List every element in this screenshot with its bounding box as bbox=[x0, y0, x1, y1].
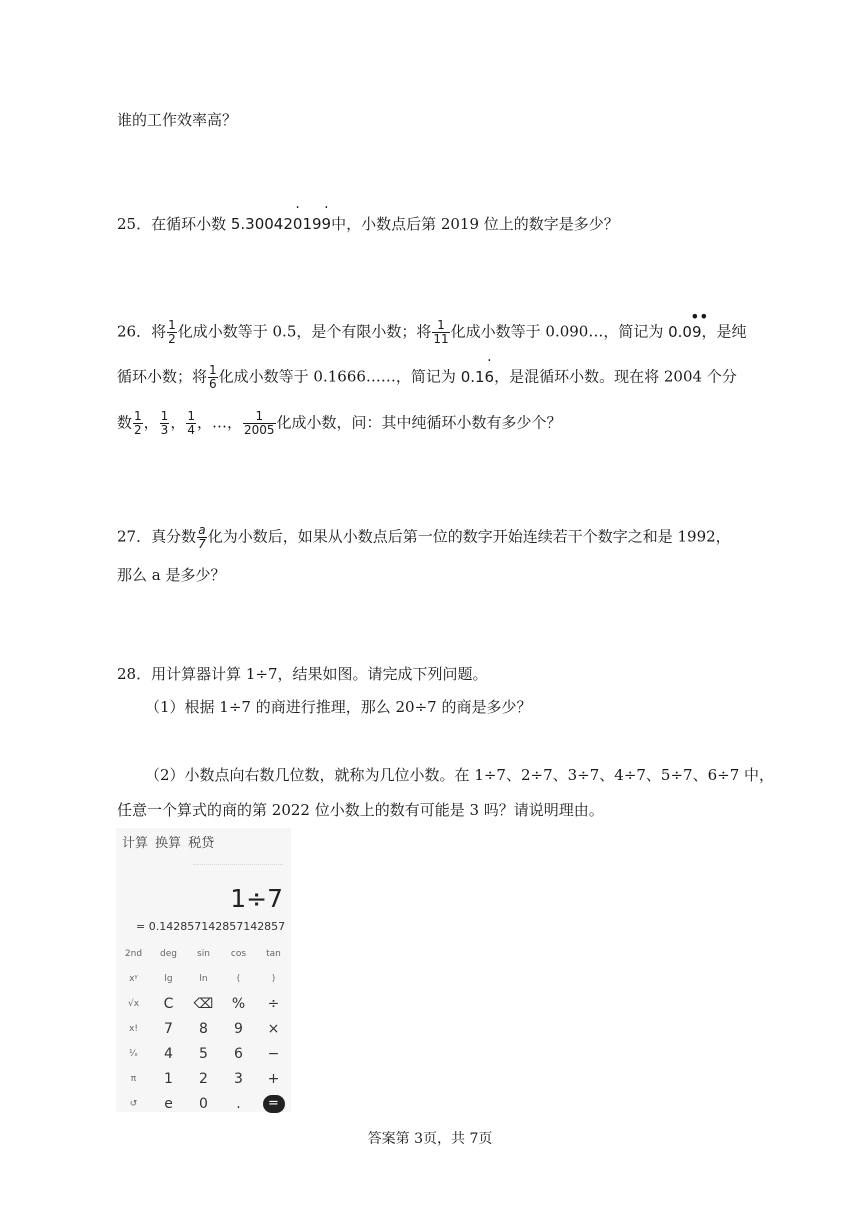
fraction-1-3: $\frac{1}{3}$ bbox=[160, 409, 169, 437]
calc-key: 8 bbox=[199, 1020, 208, 1037]
fraction-1-2b: $\frac{1}{2}$ bbox=[134, 409, 142, 437]
calc-key: ⌫ bbox=[193, 995, 214, 1012]
calc-key: 7 bbox=[164, 1020, 173, 1037]
calc-key: 6 bbox=[234, 1045, 243, 1062]
question-28: 28．用计算器计算 1÷7，结果如图。请完成下列问题。 bbox=[117, 665, 488, 683]
calc-key: 2nd bbox=[124, 948, 143, 959]
calc-key: deg bbox=[160, 948, 177, 959]
fraction-a-7: $\frac{a}{7}$ bbox=[198, 523, 206, 551]
question-26-line-3: 数 $\frac{1}{2}$ ， $\frac{1}{3}$ ， $\frac{1}{4}$ ，…， $\frac{1}{2005}$ 化成小数，问：其中纯循环小数有多少个？ bbox=[117, 409, 562, 437]
repeating-decimal: 5.30042· 019· 9 bbox=[231, 215, 331, 233]
question-27-line-2: 那么 a 是多少？ bbox=[117, 566, 226, 584]
calc-key: ln bbox=[199, 973, 208, 984]
fraction-1-4: $\frac{1}{4}$ bbox=[187, 409, 195, 437]
q24-tail-text: 谁的工作效率高？ bbox=[117, 111, 238, 129]
calc-key: lg bbox=[164, 973, 173, 984]
calc-key: tan bbox=[266, 948, 281, 959]
calc-key: 0 bbox=[199, 1095, 208, 1112]
calc-key: ( bbox=[236, 973, 241, 984]
repeating-0-16: 0.1· 6 bbox=[461, 368, 494, 386]
history-divider bbox=[193, 864, 283, 869]
question-28-part-1: （1）根据 1÷7 的商进行推理，那么 20÷7 的商是多少？ bbox=[145, 698, 532, 716]
calc-key: cos bbox=[230, 948, 247, 959]
calc-key: 2 bbox=[199, 1070, 208, 1087]
fraction-1-6: $\frac{1}{6}$ bbox=[209, 363, 217, 391]
calc-key: ↺ bbox=[129, 1098, 138, 1109]
calc-key: % bbox=[231, 995, 246, 1012]
calc-key: = bbox=[256, 1091, 291, 1116]
calc-key: e bbox=[164, 1095, 173, 1112]
calc-key: ¹⁄ₓ bbox=[128, 1048, 139, 1059]
calc-key: + bbox=[267, 1070, 280, 1087]
calc-key: 4 bbox=[164, 1045, 173, 1062]
calc-key: sin bbox=[197, 948, 210, 959]
page-footer: 答案第 3页，共 7页 bbox=[367, 1131, 493, 1147]
calc-key: π bbox=[130, 1073, 137, 1084]
calc-key: √x bbox=[127, 998, 140, 1009]
fraction-1-2: $\frac{1}{2}$ bbox=[168, 318, 176, 346]
question-26-line-1: 26．将 $\frac{1}{2}$ 化成小数等于 0.5，是个有限小数；将 $\frac{1}{11}$ 化成小数等于 0.090…，简记为 0.09 • • ，是纯 bbox=[117, 306, 747, 346]
calculator-keypad bbox=[116, 941, 291, 1116]
calculator-expression: 1÷7 bbox=[230, 884, 283, 913]
calc-key: . bbox=[236, 1095, 241, 1112]
question-28-part-2-line-2: 任意一个算式的商的第 2022 位小数上的数有可能是 3 吗？请说明理由。 bbox=[117, 801, 604, 819]
calc-key: C bbox=[163, 995, 174, 1012]
question-28-part-2-line-1: （2）小数点向右数几位数，就称为几位小数。在 1÷7、2÷7、3÷7、4÷7、5÷7、6÷7 中， bbox=[145, 766, 775, 784]
calc-key: × bbox=[267, 1020, 280, 1037]
fraction-1-11: $\frac{1}{11}$ bbox=[433, 318, 449, 346]
repeating-0-09: 0.09 • • bbox=[668, 306, 709, 341]
calc-key: 1 bbox=[164, 1070, 173, 1087]
question-25: 25．在循环小数 5.30042· 019· 9中，小数点后第 2019 位上的数字是多少？ bbox=[117, 214, 619, 234]
calculator-result: = 0.142857142857142857 bbox=[136, 920, 286, 933]
calc-key: x! bbox=[129, 1023, 138, 1034]
calc-key: xʸ bbox=[129, 973, 138, 984]
fraction-1-2005: $\frac{1}{2005}$ bbox=[243, 409, 275, 437]
calc-key: 3 bbox=[234, 1070, 243, 1087]
calc-key: − bbox=[267, 1045, 280, 1062]
question-26-line-2: 循环小数；将 $\frac{1}{6}$ 化成小数等于 0.1666……，简记为 0.1· 6，是混循环小数。现在将 2004 个分 bbox=[117, 364, 737, 391]
calculator-screenshot bbox=[116, 828, 291, 1112]
calc-key: 5 bbox=[199, 1045, 208, 1062]
calc-key: ÷ bbox=[267, 995, 280, 1012]
question-27-line-1: 27．真分数 $\frac{a}{7}$ 化为小数后，如果从小数点后第一位的数字开始连续若干个数字之和是 1992， bbox=[117, 523, 731, 551]
calc-key: 9 bbox=[234, 1020, 243, 1037]
calc-key: ) bbox=[271, 973, 276, 984]
calculator-tabs: 计算 换算 税贷 bbox=[122, 836, 215, 851]
